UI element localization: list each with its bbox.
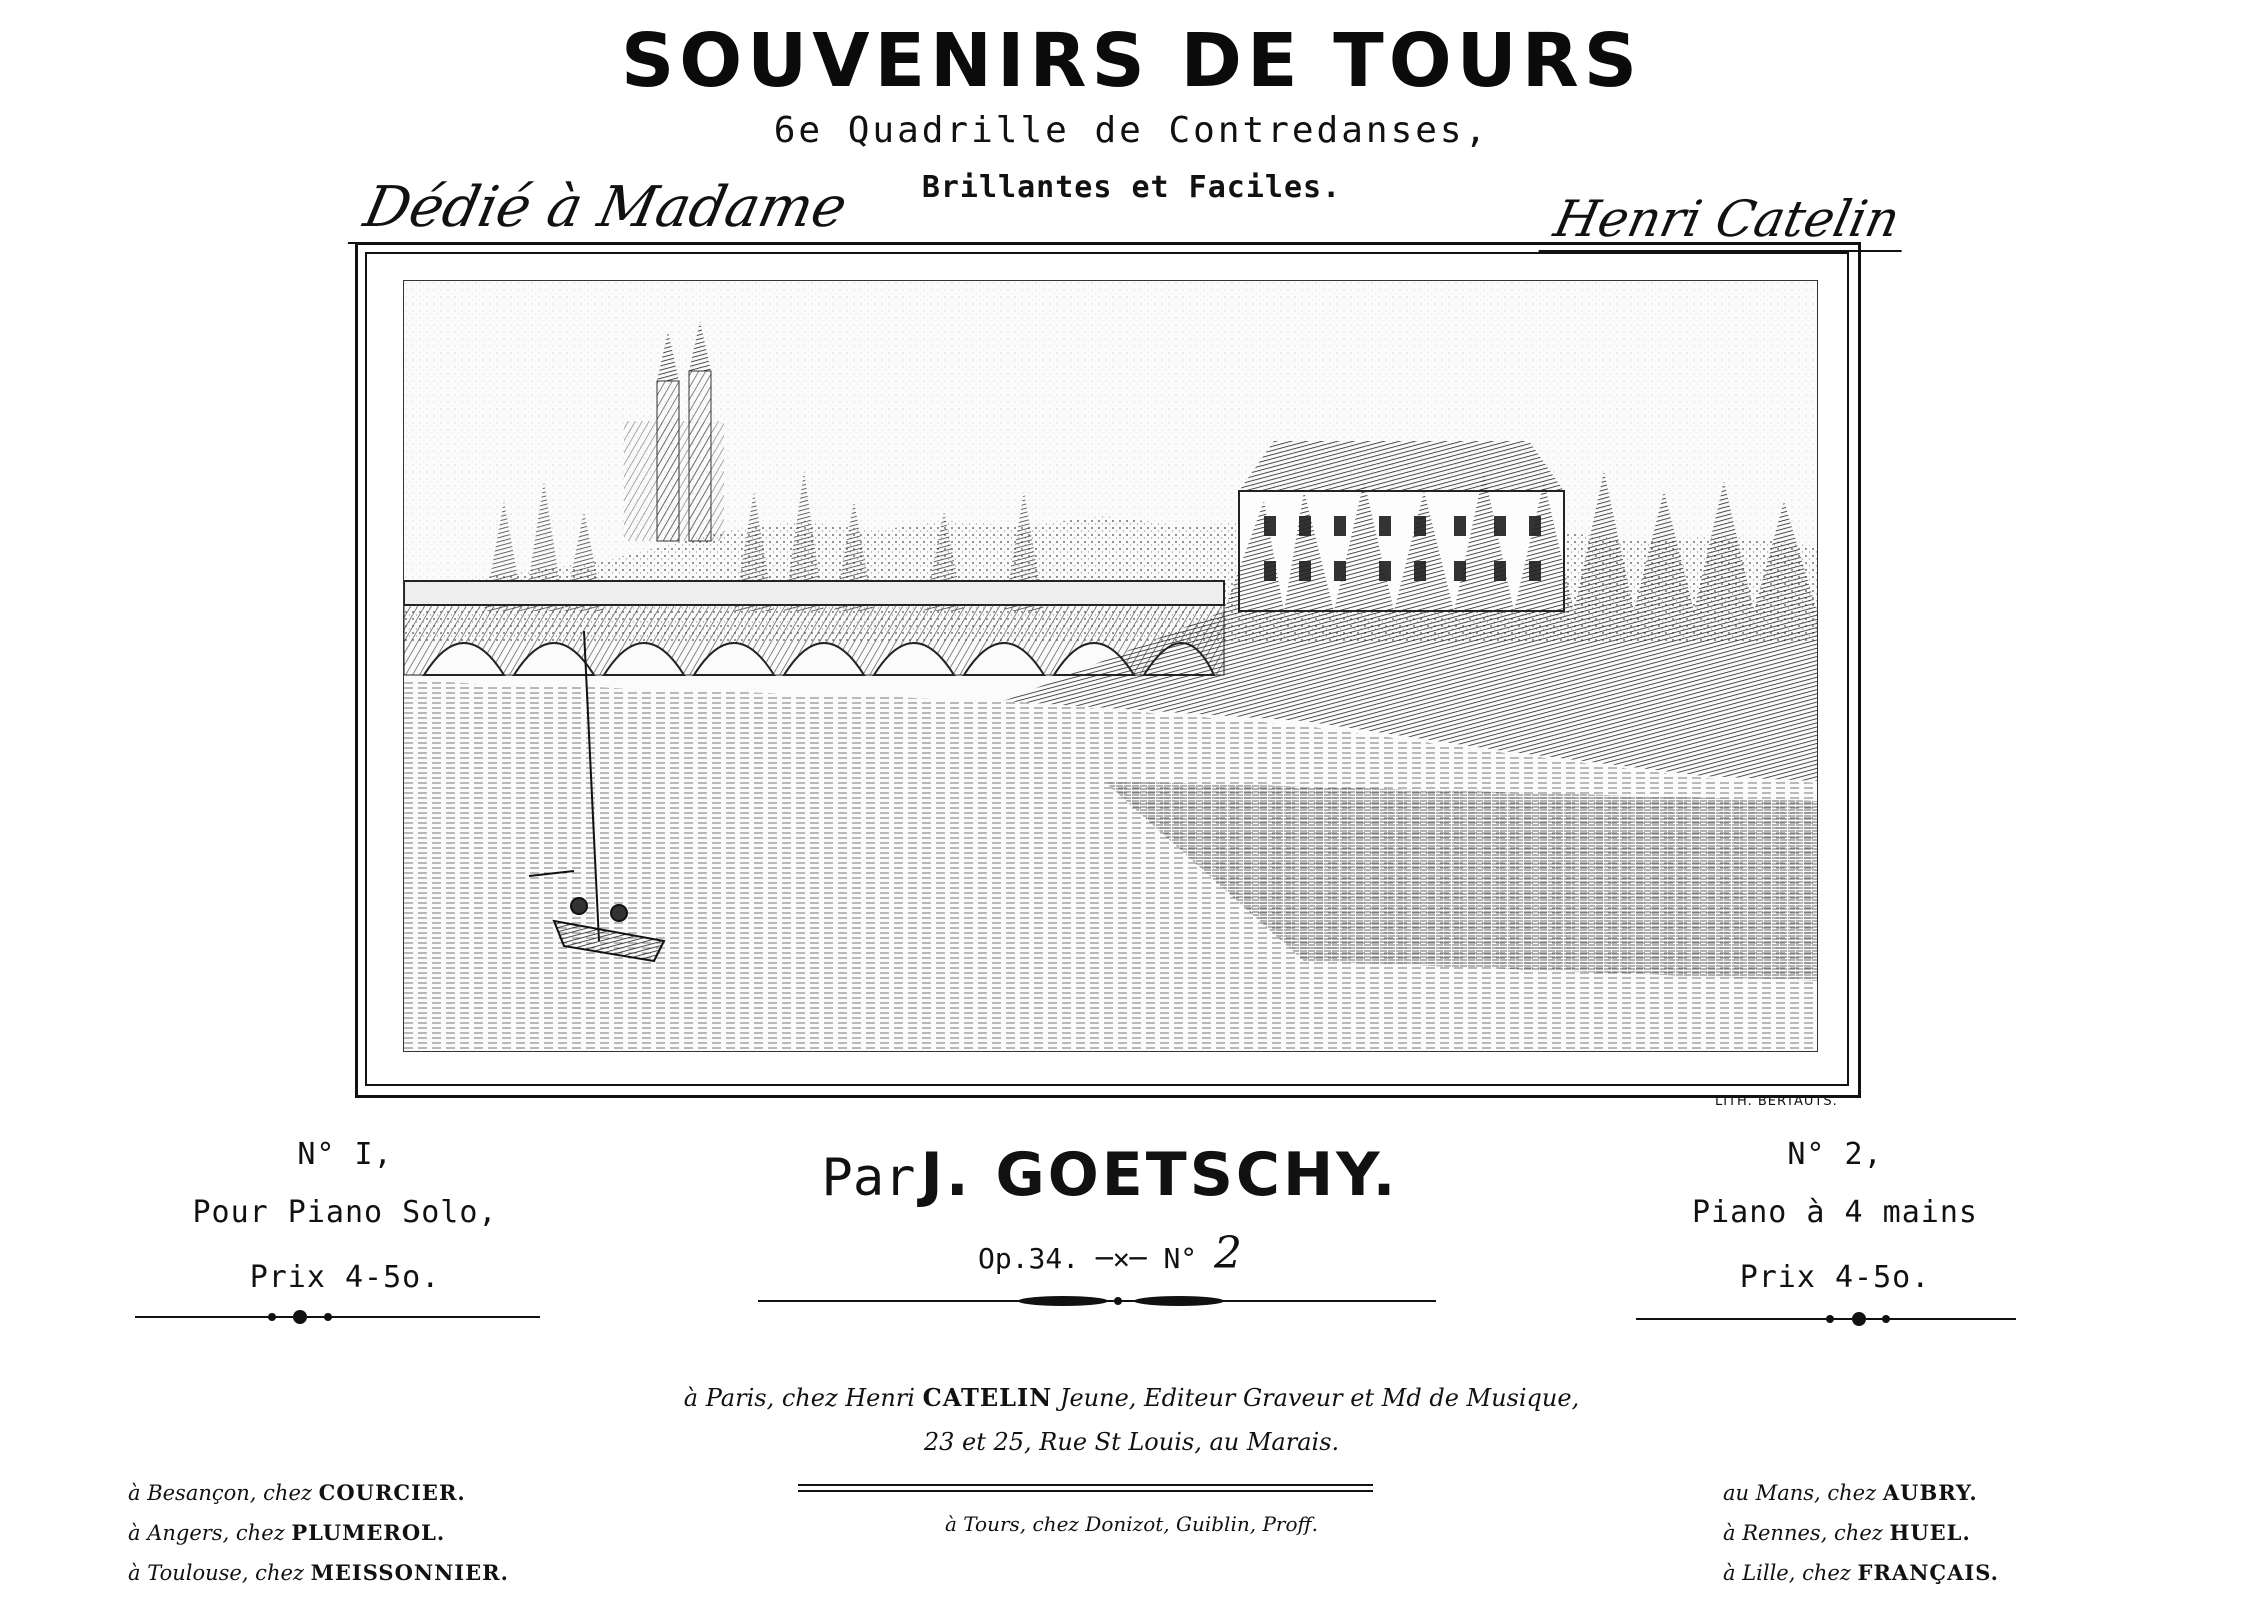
seller-city: à Besançon, chez — [128, 1481, 312, 1505]
edition-1-price: Prix 4-5o. — [249, 1260, 441, 1295]
ornament-swell — [1134, 1296, 1224, 1306]
publisher-suffix: Jeune, Editeur Graveur et Md de Musique, — [1059, 1384, 1580, 1412]
lithographer-credit: LITH. BERTAUTS. — [1715, 1094, 1838, 1109]
seller-right-3 — [1723, 1560, 1999, 1585]
seller-city: au Mans, chez — [1723, 1481, 1877, 1505]
divider-left — [135, 1316, 540, 1318]
ornament-dot — [293, 1310, 307, 1324]
edition-2-instrument: Piano à 4 mains — [1692, 1195, 1978, 1230]
edition-1-instrument: Pour Piano Solo, — [192, 1195, 498, 1230]
ornament-dot — [1852, 1312, 1866, 1326]
ornament-dot — [1882, 1315, 1890, 1323]
double-rule-bottom — [798, 1490, 1373, 1492]
publisher-name: CATELIN — [922, 1383, 1053, 1412]
page-title: SOUVENIRS DE TOURS — [620, 18, 1643, 104]
publisher-address: 23 et 25, Rue St Louis, au Marais. — [923, 1428, 1340, 1456]
edition-1-number: N° I, — [297, 1137, 393, 1172]
publisher-line-1 — [0, 1383, 2263, 1412]
seller-left-3 — [128, 1560, 509, 1585]
bridge — [404, 581, 1224, 675]
number-value: 2 — [1214, 1228, 1243, 1279]
publisher-prefix: à Paris, chez Henri — [683, 1384, 915, 1412]
seller-name: HUEL. — [1889, 1520, 1971, 1545]
seller-left-1 — [128, 1480, 466, 1505]
ornament-dot — [1826, 1315, 1834, 1323]
composer-line — [760, 1140, 1460, 1210]
lithograph-illustration — [403, 280, 1818, 1052]
seller-name: MEISSONNIER. — [310, 1560, 509, 1585]
seller-city: à Lille, chez — [1723, 1561, 1851, 1585]
ornament-dot — [1114, 1297, 1122, 1305]
ornament-icon: ─✕─ — [1096, 1242, 1164, 1275]
opus-label: Op.34. — [977, 1242, 1080, 1275]
composer-prefix: Par — [821, 1148, 916, 1208]
seller-city: à Rennes, chez — [1723, 1521, 1883, 1545]
seller-right-2 — [1723, 1520, 1971, 1545]
seller-name: FRANÇAIS. — [1857, 1560, 1999, 1585]
number-label: N° — [1163, 1242, 1198, 1275]
seller-right-1 — [1723, 1480, 1978, 1505]
edition-2-number: N° 2, — [1787, 1137, 1883, 1172]
seller-name: PLUMEROL. — [291, 1520, 446, 1545]
seller-city: à Toulouse, chez — [128, 1561, 304, 1585]
composer-name: J. GOETSCHY. — [920, 1140, 1399, 1210]
dedicatee-name: Henri Catelin — [1538, 190, 1914, 252]
subtitle: 6e Quadrille de Contredanses, — [773, 110, 1490, 151]
double-rule-top — [798, 1484, 1373, 1486]
opus-line — [760, 1228, 1460, 1279]
seller-name: COURCIER. — [318, 1480, 466, 1505]
seller-city: à Angers, chez — [128, 1521, 285, 1545]
seller-left-2 — [128, 1520, 445, 1545]
ornament-dot — [324, 1313, 332, 1321]
ornament-dot — [268, 1313, 276, 1321]
edition-2-price: Prix 4-5o. — [1739, 1260, 1931, 1295]
seller-name: AUBRY. — [1882, 1480, 1978, 1505]
ornament-swell — [1018, 1296, 1108, 1306]
dedication-label: Dédié à Madame — [348, 175, 863, 244]
subtitle-secondary: Brillantes et Faciles. — [921, 170, 1342, 205]
publisher-tours: à Tours, chez Donizot, Guiblin, Proff. — [944, 1512, 1319, 1536]
